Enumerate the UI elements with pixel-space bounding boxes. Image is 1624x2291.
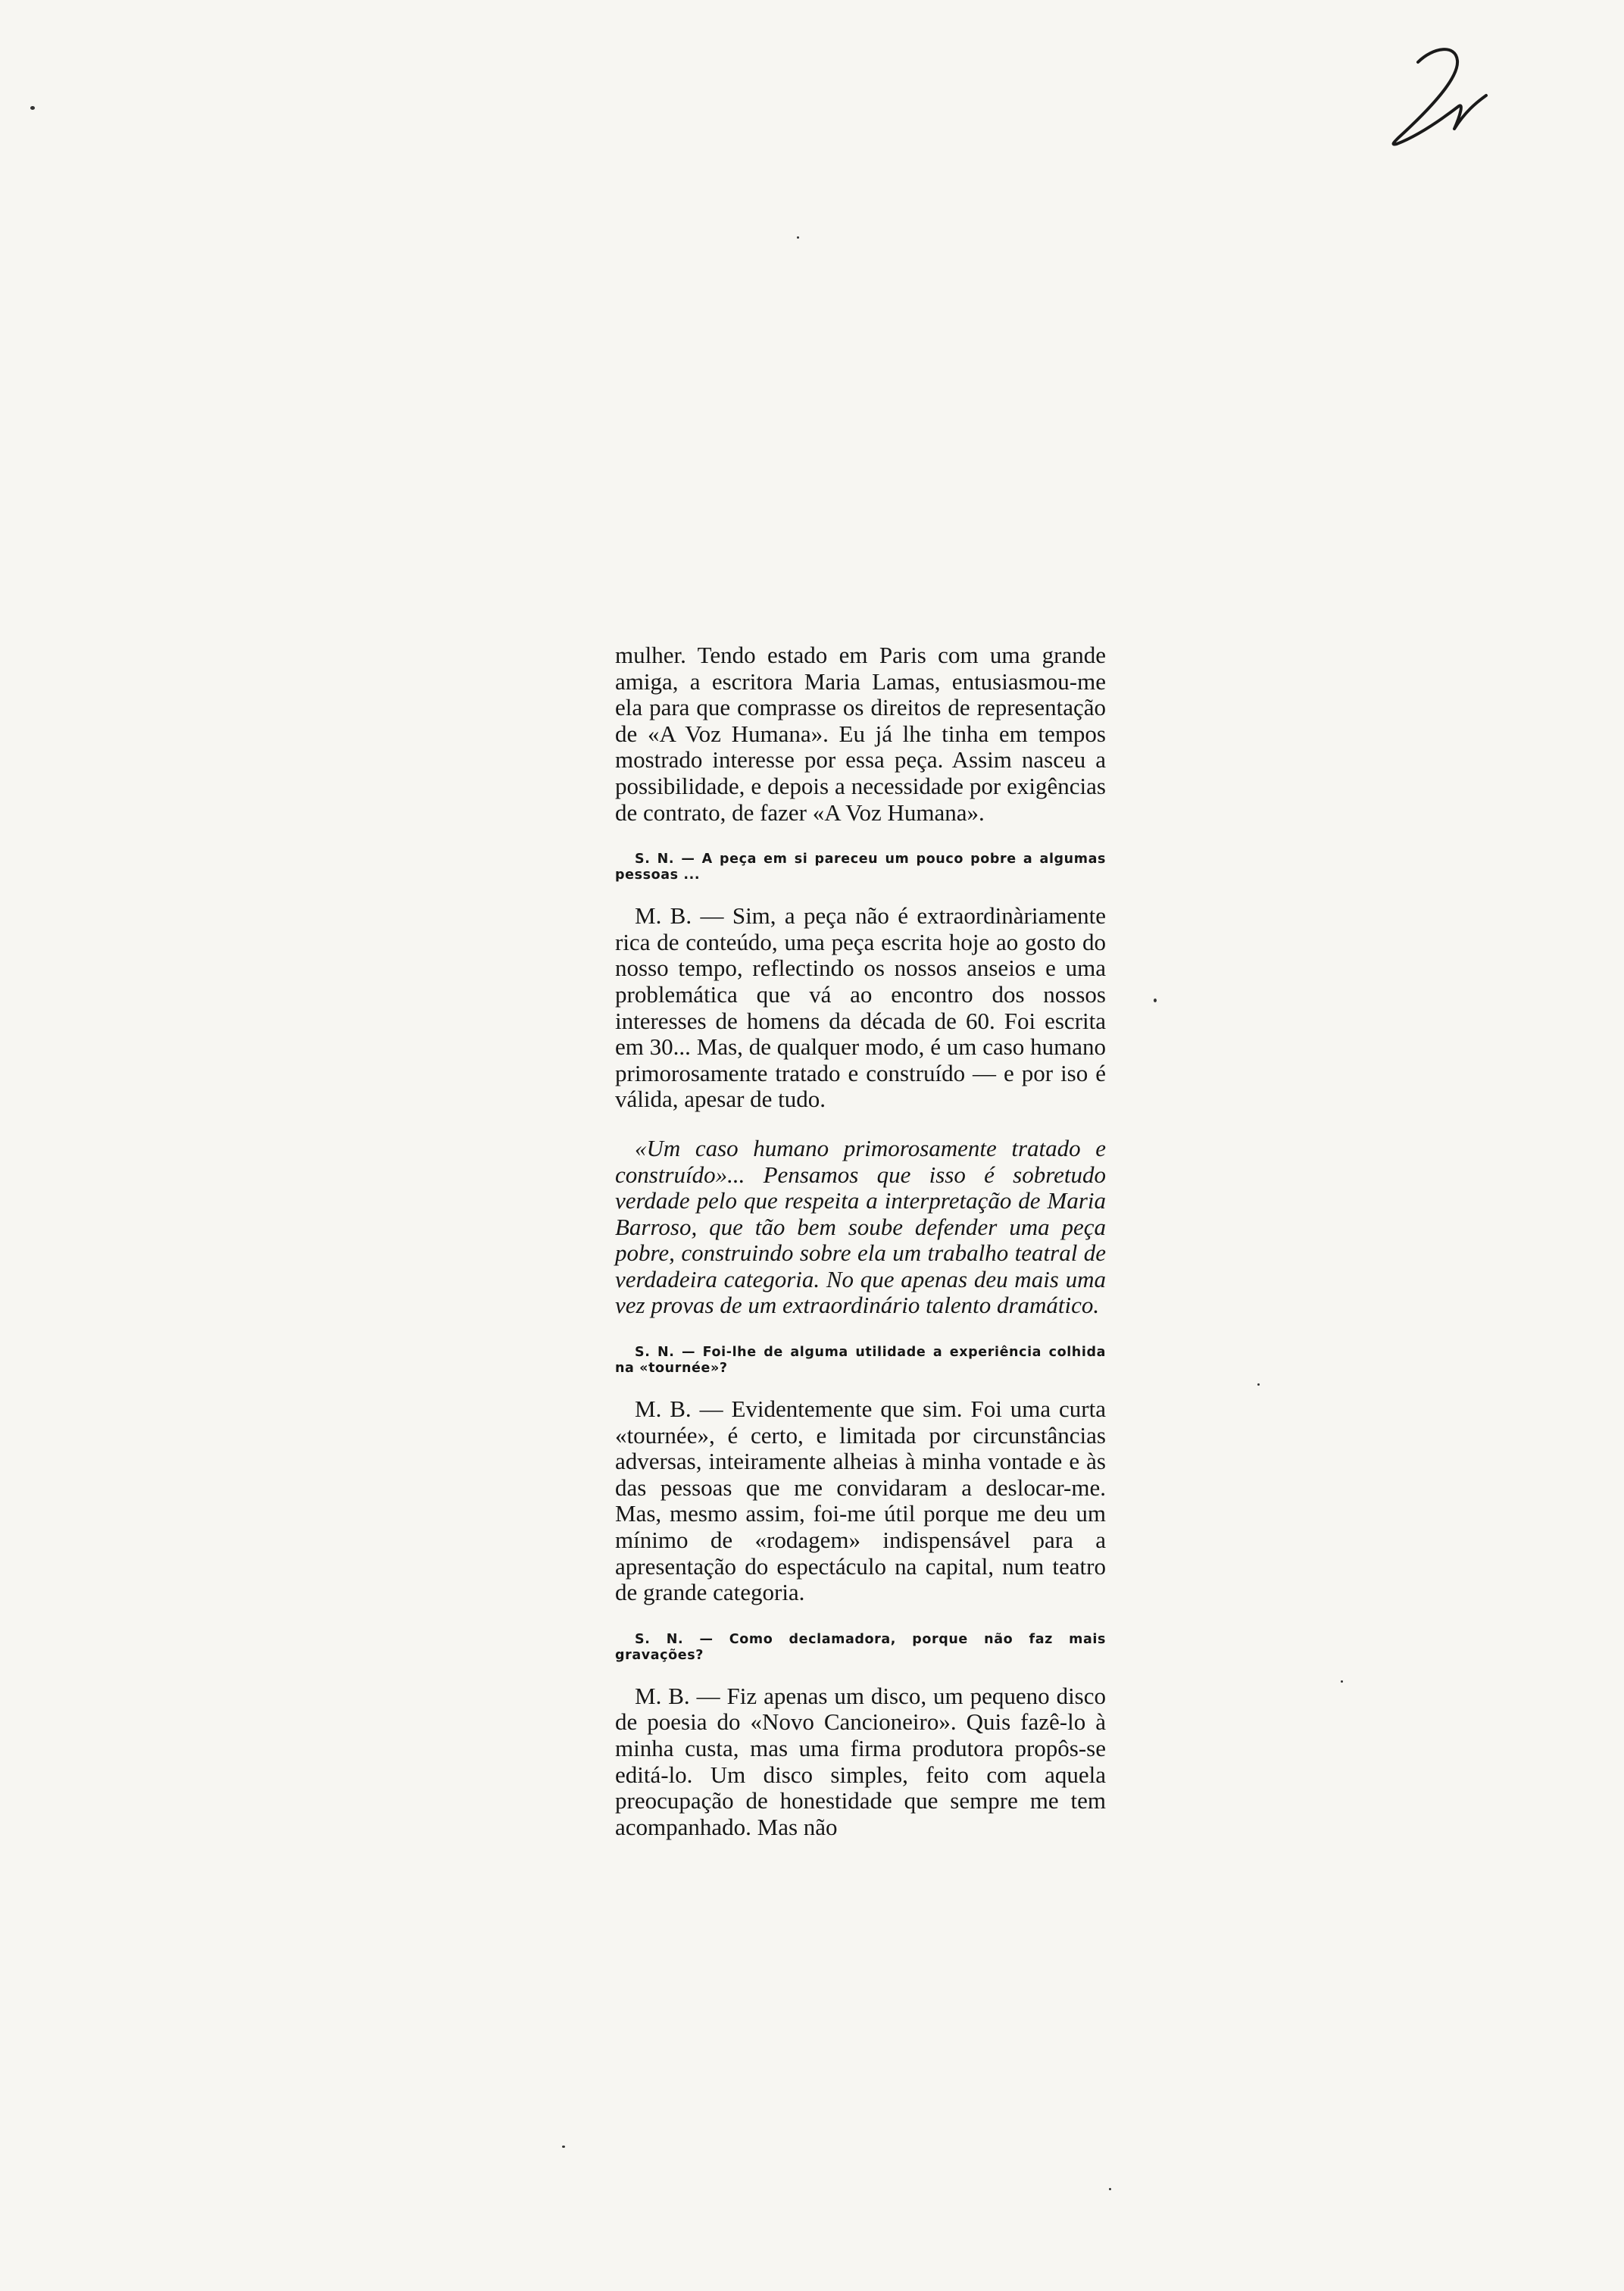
interview-question: S. N. — A peça em si pareceu um pouco pobre a algumas pessoas ... xyxy=(615,852,1106,883)
answer-paragraph: M. B. — Sim, a peça não é extraordinàriamente rica de conteúdo, uma peça escrita hoje ao gosto do nosso tempo, reflectindo os nossos anseios e uma problemática que vá ao encontro dos nossos interesses de homens da década de 60. Foi escrita em 30... Mas, de qualquer modo, é um caso humano primorosamente tratado e construído — e por iso é válida, apesar de tudo. xyxy=(615,902,1106,1113)
handwritten-page-number xyxy=(1363,30,1492,159)
commentary-paragraph: «Um caso humano primorosamente tratado e construído»... Pensamos que isso é sobretudo verdade pelo que respeita a interpretação de Maria Barroso, que tão bem soube defender uma peça pobre, construindo sobre ela um trabalho teatral de verdadeira categoria. No que apenas deu mais uma vez provas de um extraordinário talento dramático. xyxy=(615,1134,1106,1319)
handwritten-number-2 xyxy=(1363,30,1492,159)
scan-speck xyxy=(1257,1383,1260,1386)
interview-article xyxy=(615,642,1106,1840)
answer-paragraph: M. B. — Evidentemente que sim. Foi uma curta «tournée», é certo, e limitada por circunstâncias adversas, inteiramente alheias à minha vontade e às das pessoas que me convidaram a deslocar-me. Mas, mesmo assim, foi-me útil porque me deu um mínimo de «rodagem» indispensável para a apresentação do espectáculo na capital, num teatro de grande categoria. xyxy=(615,1396,1106,1606)
scan-speck xyxy=(562,2146,565,2148)
scan-speck xyxy=(1341,1680,1343,1683)
answer-paragraph: M. B. — Fiz apenas um disco, um pequeno disco de poesia do «Novo Cancioneiro». Quis fazê-lo à minha custa, mas uma firma produtora propôs-se editá-lo. Um disco simples, feito com aquela preocupação de honestidade que sempre me tem acompanhado. Mas não xyxy=(615,1682,1106,1840)
answer-paragraph: mulher. Tendo estado em Paris com uma grande amiga, a escritora Maria Lamas, entusiasmou-me ela para que comprasse os direitos de representação de «A Voz Humana». Eu já lhe tinha em tempos mostrado interesse por essa peça. Assim nasceu a possibilidade, e depois a necessidade por exigências de contrato, de fazer «A Voz Humana». xyxy=(615,642,1106,826)
scan-speck xyxy=(30,106,35,110)
scan-speck xyxy=(1154,999,1157,1002)
interview-question: S. N. — Foi-lhe de alguma utilidade a experiência colhida na «tournée»? xyxy=(615,1345,1106,1377)
interview-question: S. N. — Como declamadora, porque não faz mais gravações? xyxy=(615,1631,1106,1663)
scan-speck xyxy=(797,236,799,239)
scan-speck xyxy=(1109,2188,1111,2190)
